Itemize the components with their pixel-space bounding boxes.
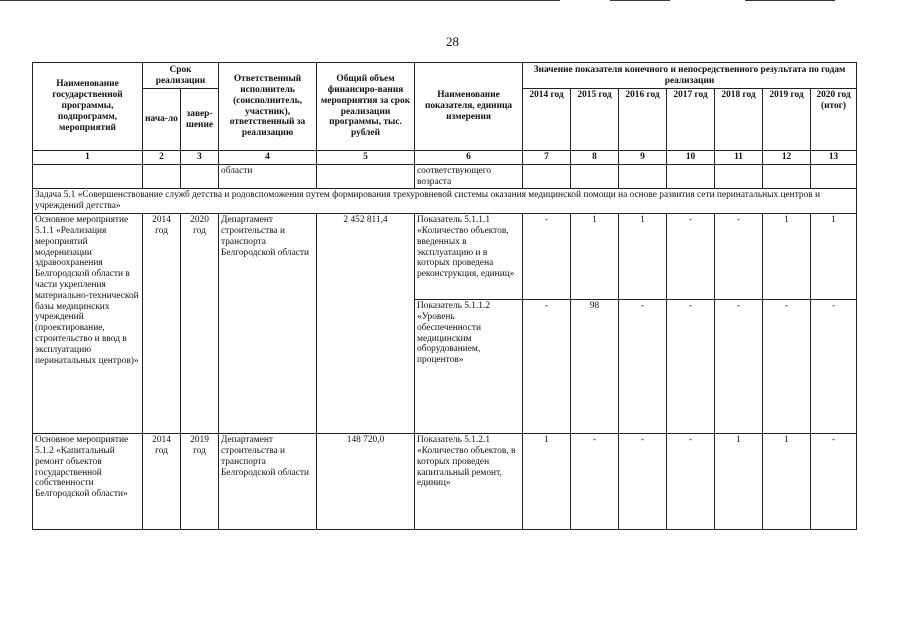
header-period: Срок реализации [143,63,219,89]
column-number: 11 [715,151,763,165]
header-row [33,63,857,89]
measure-end: 2019 год [181,434,219,530]
measure-row [33,214,857,300]
year-header: 2016 год [619,89,667,151]
indicator-value: 1 [763,214,811,300]
indicator-value: - [715,300,763,434]
top-rule [0,0,560,1]
measure-name: Основное мероприятие 5.1.1 «Реализация мероприятий модернизации здравоохранения Белгородской области в части укрепления материально-технической базы медицинских учреждений (проектирование, строительство и ввод в эксплуатацию перинатальных центров)» [33,214,143,434]
continuation-row [33,164,857,189]
top-rule [610,0,670,1]
header-indicator: Наименование показателя, единица измерения [415,63,523,151]
year-header: 2020 год (итог) [811,89,857,151]
column-number: 7 [523,151,571,165]
indicator-value: - [523,214,571,300]
column-number: 12 [763,151,811,165]
indicator-value: 98 [571,300,619,434]
indicator-value: 1 [715,434,763,530]
indicator-value: - [811,434,857,530]
indicator-value: 1 [619,214,667,300]
indicator-value: - [619,434,667,530]
indicator-value: - [667,214,715,300]
year-header: 2017 год [667,89,715,151]
column-numbers-row [33,151,857,165]
indicator-value: - [523,300,571,434]
column-number: 9 [619,151,667,165]
column-number: 4 [219,151,317,165]
header-name: Наименование государственной программы, подпрограмм, мероприятий [33,63,143,151]
header-responsible: Ответственный исполнитель (соисполнитель, участник), ответственный за реализацию [219,63,317,151]
header-end: завер-шение [181,89,219,151]
column-number: 8 [571,151,619,165]
column-number: 6 [415,151,523,165]
indicator-value: 1 [571,214,619,300]
measure-start: 2014 год [143,434,181,530]
year-header: 2015 год [571,89,619,151]
indicator-name: Показатель 5.1.1.1 «Количество объектов, введенных в эксплуатацию и в которых проведена реконструкция, единиц» [415,214,523,300]
indicator-value: 1 [523,434,571,530]
program-table [32,62,857,530]
year-header: 2018 год [715,89,763,151]
header-values: Значение показателя конечного и непосредственного результата по годам реализации [523,63,857,89]
column-number: 13 [811,151,857,165]
indicator-value: - [811,300,857,434]
column-number: 5 [317,151,415,165]
year-header: 2019 год [763,89,811,151]
measure-start: 2014 год [143,214,181,434]
indicator-value: - [667,434,715,530]
measure-name: Основное мероприятие 5.1.2 «Капитальный ремонт объектов государственной собственности Белгородской области» [33,434,143,530]
indicator-value: 1 [811,214,857,300]
indicator-value: - [571,434,619,530]
top-rule [745,0,835,1]
continuation-responsible: области [219,164,317,189]
measure-responsible: Департамент строительства и транспорта Белгородской области [219,214,317,434]
indicator-value: 1 [763,434,811,530]
indicator-name: Показатель 5.1.1.2 «Уровень обеспеченности медицинским оборудованием, процентов» [415,300,523,434]
column-number: 2 [143,151,181,165]
year-header: 2014 год [523,89,571,151]
measure-volume: 148 720,0 [317,434,415,530]
task-row [33,189,857,214]
indicator-value: - [763,300,811,434]
indicator-value: - [667,300,715,434]
measure-row [33,434,857,530]
column-number: 1 [33,151,143,165]
page-number: 28 [446,34,459,49]
measure-end: 2020 год [181,214,219,434]
continuation-indicator: соответствующего возраста [415,164,523,189]
measure-responsible: Департамент строительства и транспорта Белгородской области [219,434,317,530]
header-volume: Общий объем финансиро-вания мероприятия за срок реализации программы, тыс. рублей [317,63,415,151]
column-number: 10 [667,151,715,165]
measure-volume: 2 452 811,4 [317,214,415,434]
column-number: 3 [181,151,219,165]
task-title: Задача 5.1 «Совершенствование служб детства и родовспоможения путем формирования трехуровневой системы оказания медицинской помощи на основе развития сети перинатальных центров и учреждений детства» [33,189,857,214]
indicator-value: - [619,300,667,434]
indicator-name: Показатель 5.1.2.1 «Количество объектов, в которых проведен капитальный ремонт, единиц» [415,434,523,530]
header-start: нача-ло [143,89,181,151]
indicator-value: - [715,214,763,300]
